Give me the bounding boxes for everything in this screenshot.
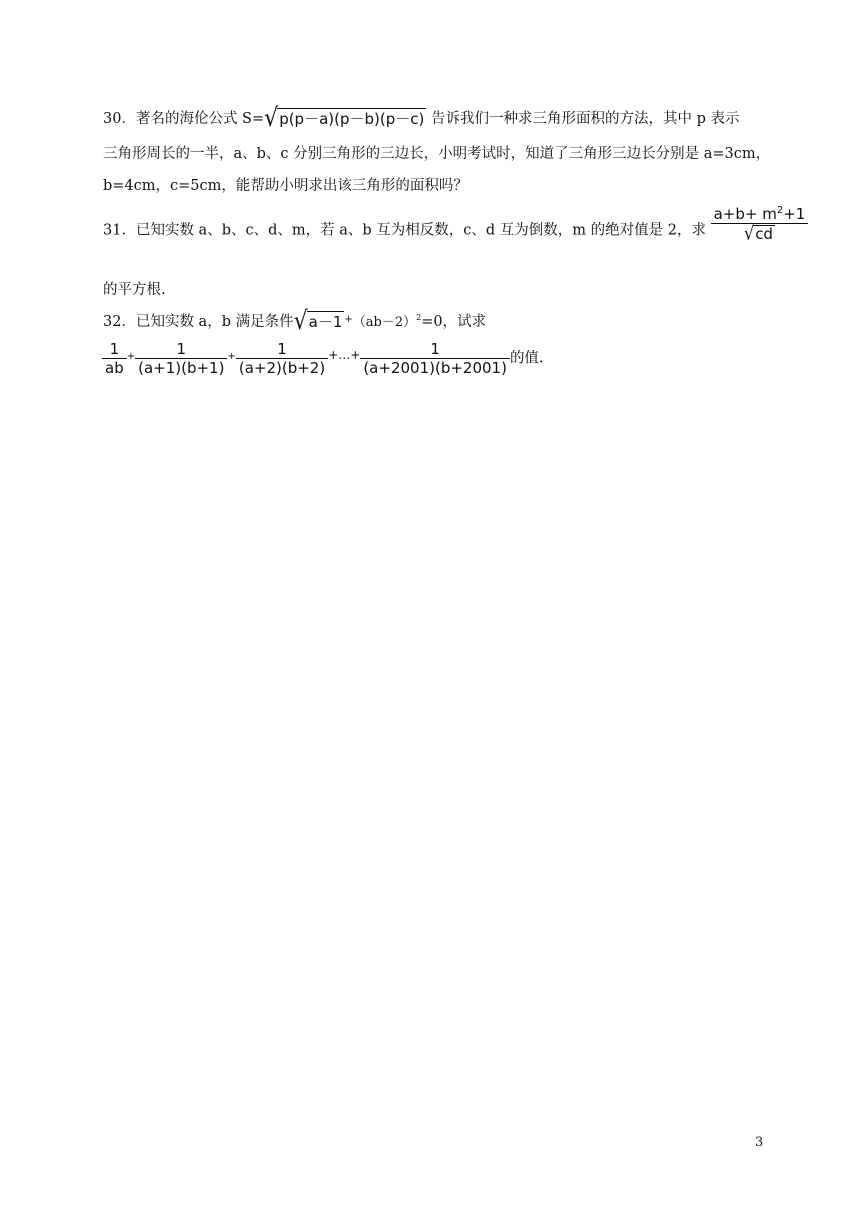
q30-text-a: 30．著名的海伦公式 S=: [103, 111, 265, 127]
q32-fraction-3: $\frac{1}{(a+2)(b+2)}$: [236, 340, 328, 377]
q32-text-b: （ab－2）: [352, 314, 417, 330]
q32-sqrt: √ a－1: [293, 306, 343, 336]
q32-fraction-1: $\frac{1}{ab}$: [102, 340, 127, 377]
q32-ellipsis: +…+: [328, 348, 361, 362]
q31-fraction: [711, 202, 809, 243]
q31-line1: [103, 205, 808, 251]
heron-formula-sqrt: [264, 104, 426, 133]
q31-text-a: 31．已知实数 a、b、c、d、m，若 a、b 互为相反数，c、d 互为倒数，m 的绝对值是 2，求: [103, 222, 706, 239]
q32-text-a: 32．已知实数 a，b 满足条件: [103, 313, 294, 330]
q32-line1: 32．已知实数 a，b 满足条件 √ a－1 $^+(ab-2)^2=0$，试求: [103, 306, 487, 336]
page-number: 3: [755, 1135, 764, 1150]
q30-line3: b=4cm，c=5cm，能帮助小明求出该三角形的面积吗？: [103, 178, 468, 194]
q31-fraction-denominator: √ cd: [743, 222, 773, 244]
q32-text-c: =0，试求: [421, 313, 487, 330]
q32-fraction-4: $\frac{1}{(a+2001)(b+2001)}$: [360, 340, 510, 377]
q32-fraction-2: $\frac{1}{(a+1)(b+1)}$: [135, 340, 227, 377]
q31-line2: 的平方根.: [103, 282, 166, 298]
radical-sign: √: [264, 104, 279, 133]
q31-fraction-numerator: $a+b+ m^2+1$: [713, 205, 806, 223]
q30-line1: [103, 104, 740, 133]
q32-expression: $\frac{1}{ab}$ + $\frac{1}{(a+1)(b+1)}$ + $\frac{1}{(a+2)(b+2)}$ +…+ $\frac{1}{(a+2001)(b+2001)}$ 的值.: [102, 340, 544, 377]
heron-formula-radicand: p(p－a)(p－b)(p－c): [279, 110, 425, 128]
q30-text-b: 告诉我们一种求三角形面积的方法，其中 p 表示: [430, 111, 740, 127]
q30-line2: 三角形周长的一半，a、b、c 分别三角形的三边长，小明考试时，知道了三角形三边长分别是 a=3cm，: [103, 146, 771, 162]
q32-text-end: 的值.: [509, 350, 544, 367]
